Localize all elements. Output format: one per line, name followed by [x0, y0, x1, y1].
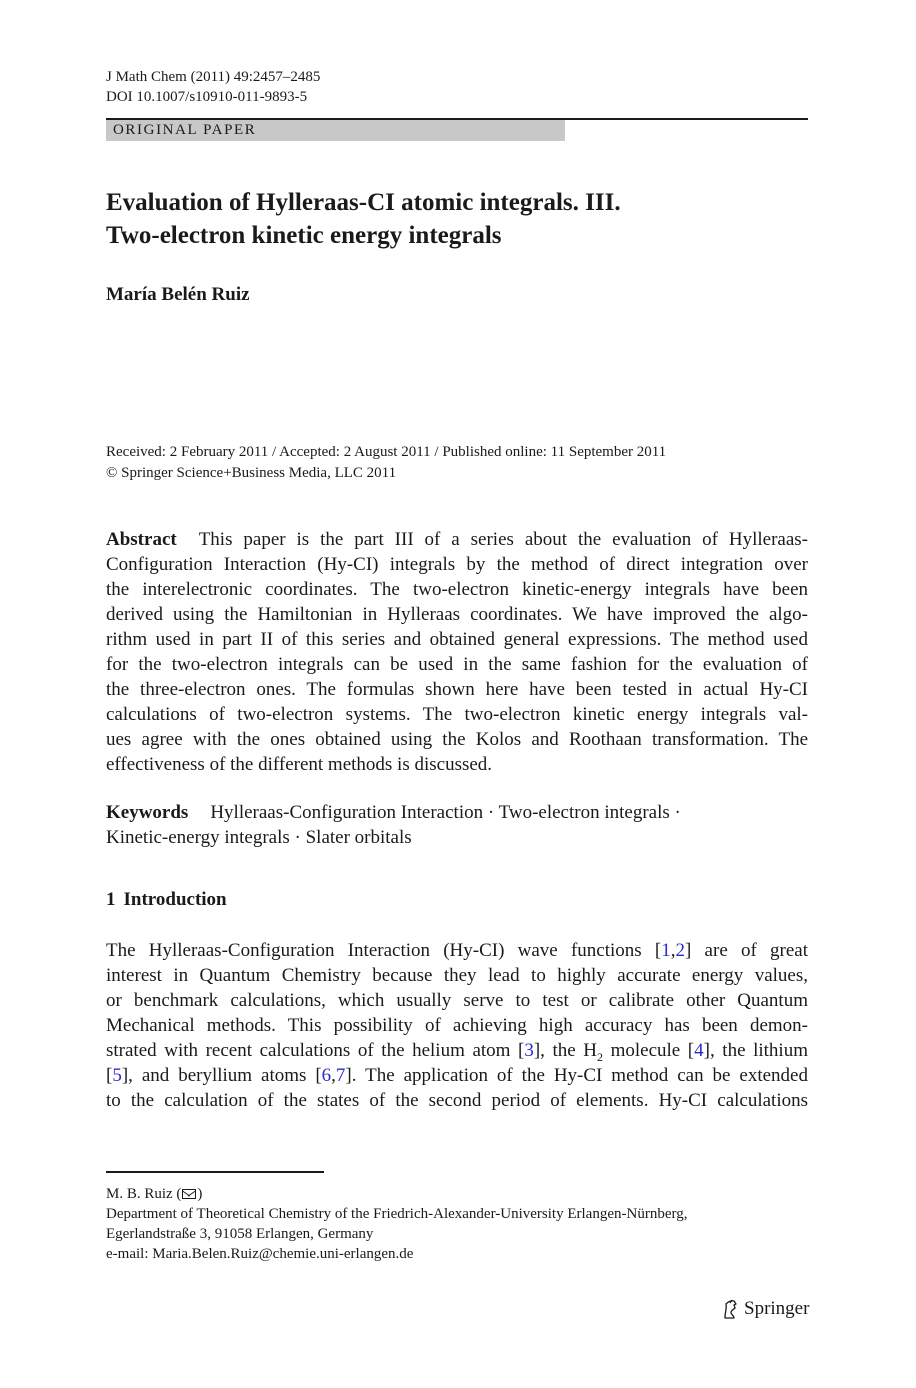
abstract-line: the three-electron ones. The formulas shown here have been tested in actual Hy-CI	[106, 679, 808, 700]
body-line: to the calculation of the states of the second period of elements. Hy-CI calculations	[106, 1090, 808, 1111]
abstract-line: Abstract This paper is the part III of a series about the evaluation of Hylleraas-	[106, 529, 808, 550]
author-name: María Belén Ruiz	[106, 284, 250, 305]
keywords-heading: Keywords	[106, 802, 189, 823]
title-line: Evaluation of Hylleraas-CI atomic integrals. III.	[106, 189, 621, 216]
body-line: strated with recent calculations of the helium atom [3], the $H_2$ molecule [4], the lithium	[106, 1040, 808, 1063]
publication-dates	[106, 442, 666, 484]
citation-link[interactable]: 2	[675, 940, 685, 961]
body-line: [5], and beryllium atoms [6,7]. The application of the Hy-CI method can be extended	[106, 1065, 808, 1086]
abstract-heading: Abstract	[106, 529, 177, 550]
author-footnote	[106, 1184, 808, 1264]
abstract-line: calculations of two-electron systems. The two-electron kinetic energy integrals val-	[106, 704, 808, 725]
journal-citation: J Math Chem (2011) 49:2457–2485	[106, 69, 321, 85]
introduction-text	[106, 938, 808, 1113]
abstract-line: effectiveness of the different methods is discussed.	[106, 754, 493, 775]
abstract	[106, 527, 808, 777]
abstract-line: Configuration Interaction (Hy-CI) integrals by the method of direct integration over	[106, 554, 808, 575]
body-line: The Hylleraas-Configuration Interaction (Hy-CI) wave functions [1,2] are of great	[106, 940, 808, 961]
publisher-mark	[722, 1298, 809, 1320]
abstract-line: rithm used in part II of this series and obtained general expressions. The method used	[106, 629, 808, 650]
citation-link[interactable]: 7	[335, 1065, 346, 1086]
footnote-author: M. B. Ruiz ( )	[106, 1186, 203, 1202]
body-line: Mechanical methods. This possibility of achieving high accuracy has been demon-	[106, 1015, 808, 1036]
publisher-name: Springer	[744, 1298, 810, 1319]
affiliation-line: Department of Theoretical Chemistry of the Friedrich-Alexander-University Erlangen-Nürnberg,	[106, 1206, 688, 1222]
doi: DOI 10.1007/s10910-011-9893-5	[106, 89, 308, 105]
keywords	[106, 800, 808, 850]
citation-link[interactable]: 3	[524, 1040, 534, 1061]
journal-header	[106, 67, 320, 107]
email-line: e-mail: Maria.Belen.Ruiz@chemie.uni-erlangen.de	[106, 1246, 414, 1262]
section-title: Introduction	[123, 889, 227, 910]
springer-horse-icon	[722, 1298, 738, 1320]
article-type-badge: ORIGINAL PAPER	[106, 120, 565, 141]
envelope-icon	[182, 1189, 196, 1199]
abstract-line: ues agree with the ones obtained using the Kolos and Roothaan transformation. The	[106, 729, 808, 750]
paper-title	[106, 186, 808, 252]
citation-link[interactable]: 4	[694, 1040, 704, 1061]
body-line: or benchmark calculations, which usually serve to test or calibrate other Quantum	[106, 990, 808, 1011]
citation-link[interactable]: 6	[321, 1065, 332, 1086]
section-number: 1	[106, 889, 116, 910]
section-heading	[106, 889, 227, 911]
citation-link[interactable]: 1	[661, 940, 671, 961]
body-line: interest in Quantum Chemistry because they lead to highly accurate energy values,	[106, 965, 808, 986]
keywords-line: Keywords Hylleraas-Configuration Interaction · Two-electron integrals ·	[106, 802, 681, 823]
dates-line: Received: 2 February 2011 / Accepted: 2 August 2011 / Published online: 11 September 2011	[106, 444, 667, 460]
footnote-rule	[106, 1171, 324, 1173]
title-line: Two-electron kinetic energy integrals	[106, 222, 502, 249]
citation-link[interactable]: 5	[112, 1065, 122, 1086]
abstract-line: for the two-electron integrals can be used in the same fashion for the evaluation of	[106, 654, 808, 675]
affiliation-line: Egerlandstraße 3, 91058 Erlangen, Germany	[106, 1226, 374, 1242]
abstract-line: the interelectronic coordinates. The two-electron kinetic-energy integrals have been	[106, 579, 808, 600]
keywords-line: Kinetic-energy integrals · Slater orbitals	[106, 827, 412, 848]
abstract-line: derived using the Hamiltonian in Hylleraas coordinates. We have improved the algo-	[106, 604, 808, 625]
copyright-line: © Springer Science+Business Media, LLC 2011	[106, 465, 397, 481]
